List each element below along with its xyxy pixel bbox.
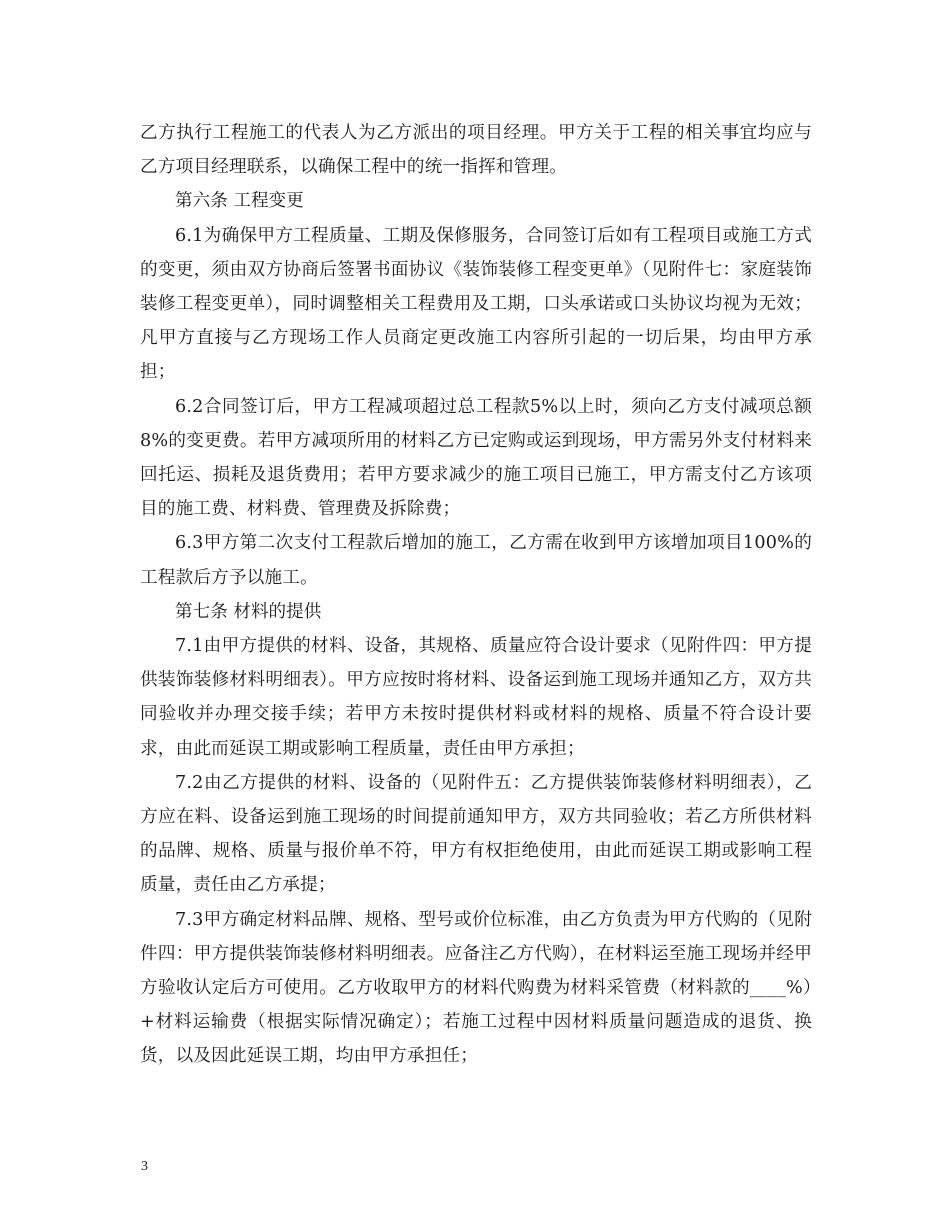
clause-7-3: 7.3甲方确定材料品牌、规格、型号或价位标准，由乙方负责为甲方代购的（见附件四：甲方提供装饰装修材料明细表。应备注乙方代购），在材料运至施工现场并经甲方验收认定后方可使用。乙方收取甲方的材料代购费为材料采管费（材料款的____%）+材料运输费（根据实际情况确定）；若施工过程中因材料质量问题造成的退货、换货，以及因此延误工期，均由甲方承担任；: [140, 909, 812, 1067]
clause-7-2: 7.2由乙方提供的材料、设备的（见附件五：乙方提供装饰装修材料明细表），乙方应在料、设备运到施工现场的时间提前通知甲方，双方共同验收；若乙方所供材料的品牌、规格、质量与报价单不符，甲方有权拒绝使用，由此而延误工期或影响工程质量，责任由乙方承提；: [140, 772, 812, 896]
article-6-heading: 第六条 工程变更: [175, 191, 304, 212]
page-number: 3: [141, 1159, 148, 1174]
clause-7-1: 7.1由甲方提供的材料、设备，其规格、质量应符合设计要求（见附件四：甲方提供装饰装修材料明细表）。甲方应按时将材料、设备运到施工现场并通知乙方，双方共同验收并办理交接手续；若甲方未按时提供材料或材料的规格、质量不符合设计要求，由此而延误工期或影响工程质量，责任由甲方承担；: [140, 636, 812, 759]
clause-6-2: 6.2合同签订后，甲方工程减项超过总工程款5%以上时，须向乙方支付减项总额8%的变更费。若甲方减项所用的材料乙方已定购或运到现场，甲方需另外支付材料来回托运、损耗及退货费用；若甲方要求减少的施工项目已施工，甲方需支付乙方该项目的施工费、材料费、管理费及拆除费；: [140, 396, 812, 520]
document-body: [140, 116, 812, 1074]
clause-6-3: 6.3甲方第二次支付工程款后增加的施工，乙方需在收到甲方该增加项目100%的工程款后方予以施工。: [140, 533, 812, 588]
paragraph-project-manager: 乙方执行工程施工的代表人为乙方派出的项目经理。甲方关于工程的相关事宜均应与乙方项目经理联系，以确保工程中的统一指挥和管理。: [140, 123, 812, 178]
article-7-heading: 第七条 材料的提供: [175, 601, 322, 622]
clause-6-1: 6.1为确保甲方工程质量、工期及保修服务，合同签订后如有工程项目或施工方式的变更，须由双方协商后签署书面协议《装饰装修工程变更单》（见附件七：家庭装饰装修工程变更单），同时调整相关工程费用及工期，口头承诺或口头协议均视为无效；凡甲方直接与乙方现场工作人员商定更改施工内容所引起的一切后果，均由甲方承担；: [140, 225, 812, 383]
